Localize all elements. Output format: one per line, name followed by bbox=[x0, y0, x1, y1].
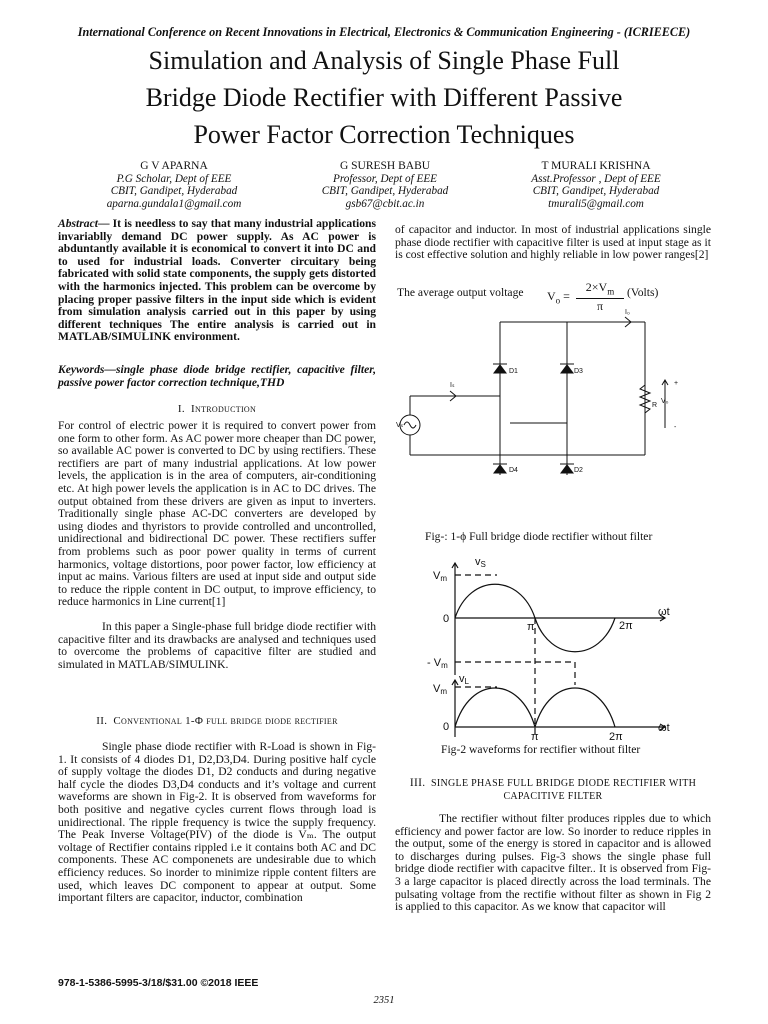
label-zero: 0 bbox=[443, 613, 450, 625]
conference-header: International Conference on Recent Innovations in Electrical, Electronics & Communication Engineering - (ICRIEECE) bbox=[77, 25, 691, 39]
eq-sub: o bbox=[555, 295, 561, 306]
section-2-heading bbox=[58, 715, 376, 728]
label-vm-2: Vm bbox=[433, 683, 448, 696]
abstract-lead: Abstract— bbox=[58, 217, 110, 230]
eq-v: V bbox=[547, 289, 556, 303]
section-3-text bbox=[395, 813, 711, 914]
label-is: Iₛ bbox=[450, 382, 455, 389]
abstract bbox=[58, 218, 376, 344]
intro-text bbox=[58, 420, 376, 671]
label-vm: Vm bbox=[433, 570, 448, 583]
label-d4: D4 bbox=[509, 467, 518, 474]
label-pi-2: π bbox=[531, 731, 539, 743]
label-io: I₀ bbox=[625, 309, 630, 316]
label-neg-vm: - Vm bbox=[427, 657, 448, 670]
section-3-title-line-2: CAPACITIVE FILTER bbox=[503, 791, 603, 802]
section-1-heading bbox=[58, 403, 376, 416]
equation-label: The average output voltage bbox=[397, 286, 524, 299]
section-2-text bbox=[58, 741, 376, 905]
label-2pi-2: 2π bbox=[609, 731, 623, 743]
label-zero-2: 0 bbox=[443, 721, 450, 733]
author-name: G SURESH BABU bbox=[339, 160, 431, 172]
equation-lhs: $V_o$ = bbox=[547, 289, 570, 306]
label-vs: Vₛ bbox=[396, 422, 404, 429]
author-role: Asst.Professor , Dept of EEE bbox=[531, 172, 661, 185]
author-role: P.G Scholar, Dept of EEE bbox=[116, 172, 232, 185]
author-block-2 bbox=[270, 160, 500, 210]
author-role: Professor, Dept of EEE bbox=[333, 172, 437, 185]
paragraph: For control of electric power it is required to convert power from one form to other form. As AC power more cheaper than DC power, so available AC power is converted to DC by using rectifiers. These rectifiers are part of many industrial applications. At low power levels, the application is in the area of computers, air-conditioning etc. At high power levels the application is in AC to DC drives. The output obtained from these drivers are given as input to inverters. Traditionally single phase AC-DC converters are developed by using diodes and thyristors to provide controlled and uncontrolled, unidirectional and bidirectional DC power. These rectifiers suffer from problems such as poor power quality in terms of current harmonics, voltage distortions, poor power factor, low efficiency at input ac mains. Various filters are used at input side and output side to reduce the ripple content in DC output, to improve efficiency, to reduce harmonics in Line current[1] bbox=[58, 419, 376, 609]
keywords: Keywords—single phase diode bridge rectifier, capacitive filter, passive power factor correction technique,THD bbox=[58, 363, 376, 389]
copyright-footer: 978-1-5386-5995-3/18/$31.00 ©2018 IEEE bbox=[58, 977, 259, 989]
fig1-circuit-diagram bbox=[395, 305, 711, 525]
paper-title bbox=[60, 42, 708, 153]
section-number: I. bbox=[177, 403, 185, 415]
page-number: 2351 bbox=[373, 995, 395, 1006]
label-2pi: 2π bbox=[619, 620, 633, 632]
paragraph: Single phase diode rectifier with R-Load is shown in Fig-1. It consists of 4 diodes D1, D2,D3,D4. During positive half cycle of supply voltage the diodes D1, D2 conducts and during negative half cycle the diodes D3,D4 conducts and it’s voltage and current waveforms are shown in Fig-2. It is observed from waveforms for both positive and negative cycles current flows through load is unidirectional. The ripple frequency is twice the supply frequency. The Peak Inverse Voltage(PIV) of the diode is Vₘ. The output voltage of Rectifier contains rippled i.e it contains both AC and DC components. These AC componenets are undesirable due to which efficiency reduces. So inorder to minimize ripple content filters are used, which leaves DC component to appear at output. Some important filters are capacitor, inductor, combination bbox=[58, 740, 376, 905]
paragraph: of capacitor and inductor. In most of industrial applications single phase diode rectifier with capacitive filter is used at input stage as it is cost effective solution and highly reliable in low power ranges[2] bbox=[395, 223, 711, 262]
paragraph: The rectifier without filter produces ripples due to which efficiency and power factor are low. So inorder to reduce ripples in the output, some of the energy is stored in capacitor and is allowed to discharges during pulses. Fig-3 shows the single phase full bridge diode rectifier with capacitve filter.. It is observed from Fig-3 a large capacitor is placed directly across the load terminals. The pulsating voltage from the rectifie without filter as shown in Fig 2 is applied to this capacitor. As we know that capacitor will bbox=[395, 812, 711, 914]
fig2-waveform-diagram bbox=[425, 555, 685, 745]
title-line-3: Power Factor Correction Techniques bbox=[193, 120, 575, 149]
fig2-caption: Fig-2 waveforms for rectifier without filter bbox=[441, 743, 641, 756]
label-vo: V₀ bbox=[661, 398, 669, 405]
label-d3: D3 bbox=[574, 368, 583, 375]
section-title: SINGLE PHASE FULL BRIDGE DIODE RECTIFIER WITH bbox=[431, 778, 697, 789]
label-wt-2: ωt bbox=[658, 722, 670, 734]
section-3-heading bbox=[395, 777, 711, 803]
author-affiliation: CBIT, Gandipet, Hyderabad bbox=[110, 185, 238, 197]
label-r: R bbox=[652, 402, 658, 409]
eq-numerator bbox=[576, 281, 624, 299]
label-d1: D1 bbox=[509, 368, 518, 375]
paragraph: In this paper a Single-phase full bridge diode rectifier with capacitive filter and its drawbacks are analysed and techniques used to overcome the problems of capacitive filter are studied and simulated in MATLAB/SIMULINK. bbox=[58, 619, 376, 671]
eq-denominator: π bbox=[596, 299, 604, 314]
label-plus: + bbox=[674, 380, 679, 387]
abstract-text: It is needless to say that many industrial applications invariablly demand DC power supply. As AC power is abduntantly available it is economical to convert it into DC and to used for industrial loads. Converter circuitary being fabricated with solid state components, the supply gets distorted with the harmonics injected. This problem can be overcome by placing proper passive filters in the input side which is evident from simulation analysis carried out in this paper by using different techniques The entire analysis is carried out in MATLAB/SIMULINK environment. bbox=[58, 217, 376, 344]
section-3-title-line-1 bbox=[395, 777, 711, 790]
equation-units: (Volts) bbox=[627, 286, 659, 299]
section-title: Conventional 1-Φ full bridge diode rectifier bbox=[113, 715, 338, 727]
label-minus: - bbox=[674, 424, 677, 431]
right-column-text bbox=[395, 224, 711, 262]
section-number: II. bbox=[96, 715, 108, 727]
title-line-2: Bridge Diode Rectifier with Different Passive bbox=[145, 83, 623, 112]
author-affiliation: CBIT, Gandipet, Hyderabad bbox=[321, 185, 449, 197]
title-line-1: Simulation and Analysis of Single Phase Full bbox=[148, 46, 620, 75]
author-email[interactable]: aparna.gundala1@gmail.com bbox=[106, 197, 242, 210]
author-email[interactable]: gsb67@cbit.ac.in bbox=[345, 197, 425, 210]
label-pi: π bbox=[527, 621, 535, 633]
eq-num-text: 2×V bbox=[585, 280, 608, 294]
author-block-1 bbox=[59, 160, 289, 210]
section-number: III. bbox=[409, 777, 426, 789]
author-email[interactable]: tmurali5@gmail.com bbox=[548, 197, 644, 210]
fig1-caption: Fig-: 1-ϕ Full bridge diode rectifier without filter bbox=[425, 530, 653, 543]
label-d2: D2 bbox=[574, 467, 583, 474]
author-name: T MURALI KRISHNA bbox=[541, 160, 651, 172]
label-wt: ωt bbox=[658, 606, 670, 618]
label-vl: vL bbox=[459, 673, 469, 686]
eq-num-sub: m bbox=[607, 286, 615, 297]
label-vs: vS bbox=[475, 556, 486, 569]
author-name: G V APARNA bbox=[140, 160, 208, 172]
author-affiliation: CBIT, Gandipet, Hyderabad bbox=[532, 185, 660, 197]
author-block-3 bbox=[481, 160, 711, 210]
section-title: Introduction bbox=[191, 403, 257, 415]
